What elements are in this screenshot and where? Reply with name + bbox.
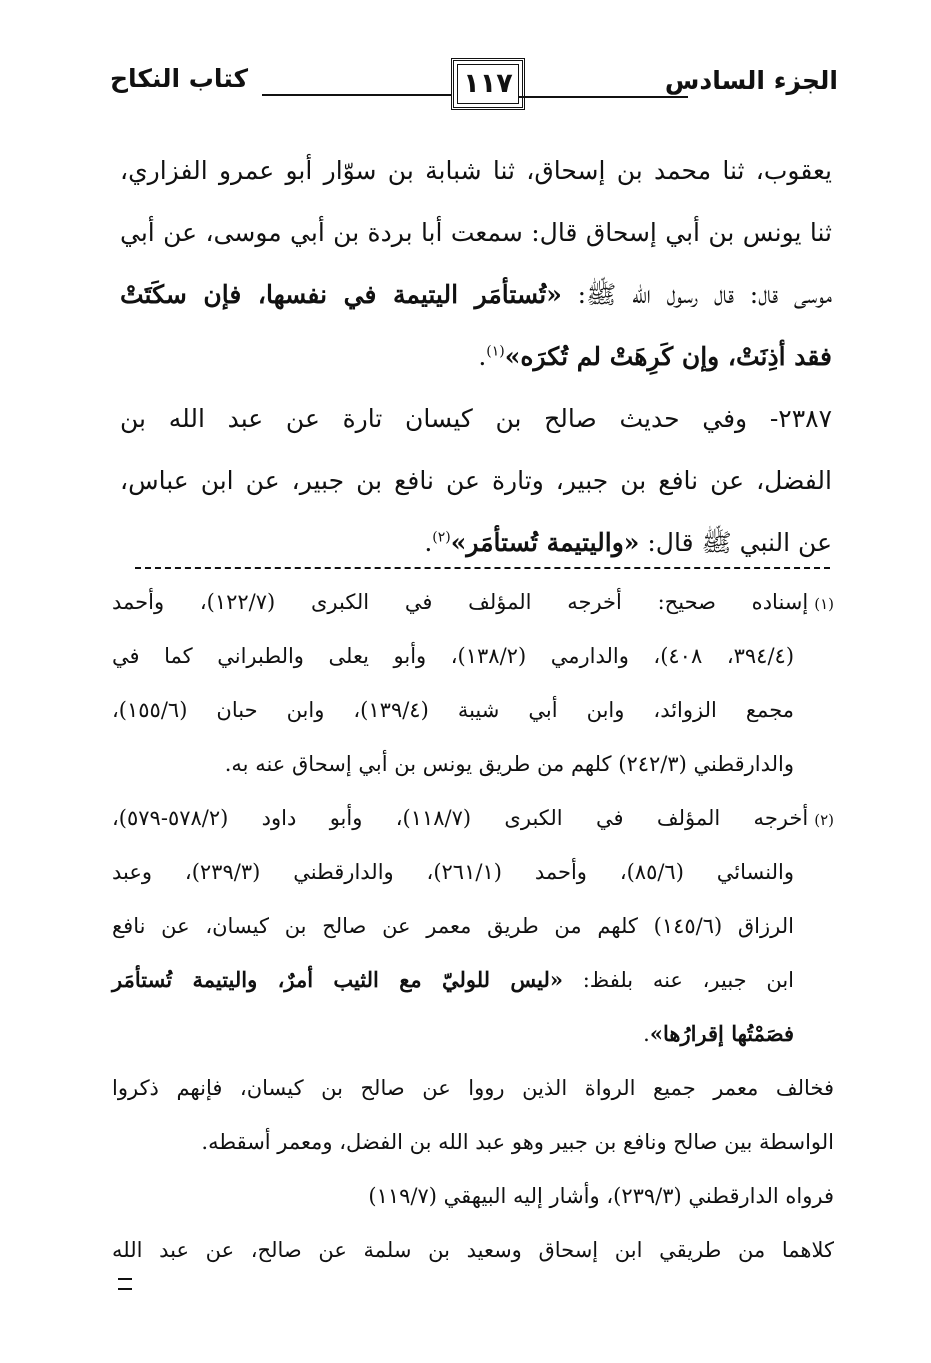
continuation-mark bbox=[118, 1278, 132, 1290]
footnote-line bbox=[112, 1061, 834, 1115]
hadith-quote: «واليتيمة تُستأمَر» bbox=[450, 528, 640, 557]
footnote-text: . bbox=[643, 1022, 650, 1046]
line-text: . bbox=[478, 342, 487, 371]
line-text: موسى قال: قال رسول الله ﷺ: bbox=[561, 280, 832, 309]
main-text bbox=[120, 140, 832, 574]
footnote-number: (١) bbox=[814, 595, 834, 613]
footnote-text: كلاهما من طريقي ابن إسحاق وسعيد بن سلمة عن صالح، عن عبد الله bbox=[112, 1238, 834, 1262]
footnote-ref: (٢) bbox=[432, 529, 451, 546]
footnote-line bbox=[112, 575, 834, 629]
footnote-text: فرواه الدارقطني (٢٣٩/٣)، وأشار إليه البيهقي (١١٩/٧) bbox=[368, 1184, 834, 1208]
footnote-text: ابن جبير، عنه بلفظ: bbox=[563, 968, 795, 992]
footnote-number: (٢) bbox=[814, 811, 834, 829]
text-line bbox=[120, 512, 832, 574]
footnote-line bbox=[112, 629, 834, 683]
footnote-line bbox=[112, 1115, 834, 1169]
text-line bbox=[120, 450, 832, 512]
text-line bbox=[120, 388, 832, 450]
volume-title: الجزء السادس bbox=[664, 66, 838, 95]
hadith-quote: فصَمْتُها إقرارُها» bbox=[649, 1021, 794, 1046]
footnote-text: فخالف معمر جميع الرواة الذين رووا عن صالح بن كيسان، فإنهم ذكروا bbox=[112, 1076, 834, 1100]
footnote-line bbox=[112, 683, 834, 737]
footnote-text: والنسائي (٨٥/٦)، وأحمد (٢٦١/١)، والدارقطني (٢٣٩/٣)، وعبد bbox=[112, 860, 794, 884]
footnote-line bbox=[112, 791, 834, 845]
footnote-line bbox=[112, 1169, 834, 1223]
footnote-text: أخرجه المؤلف في الكبرى (١١٨/٧)، وأبو داود (٥٧٨/٢-٥٧٩)، bbox=[112, 806, 809, 830]
footnote-ref: (١) bbox=[486, 343, 505, 360]
line-text: الفضل، عن نافع بن جبير، وتارة عن نافع بن جبير، عن ابن عباس، bbox=[120, 466, 832, 495]
line-text: عن النبي ﷺ قال: bbox=[639, 528, 832, 557]
hadith-quote: «تُستأمَر اليتيمة في نفسها، فإن سكَتَتْ bbox=[120, 280, 562, 309]
line-text: ثنا يونس بن أبي إسحاق قال: سمعت أبا بردة بن أبي موسى، عن أبي bbox=[120, 218, 832, 247]
page-header bbox=[110, 58, 838, 114]
footnote-text: الواسطة بين صالح ونافع بن جبير وهو عبد الله بن الفضل، ومعمر أسقطه. bbox=[201, 1130, 834, 1154]
header-rule bbox=[262, 94, 452, 96]
header-rule bbox=[518, 96, 688, 98]
text-line bbox=[120, 140, 832, 202]
footnote-text: (٣٩٤/٤، ٤٠٨)، والدارمي (١٣٨/٢)، وأبو يعلى والطبراني كما في bbox=[112, 644, 795, 668]
hadith-quote: «ليس للوليّ مع الثيب أمرٌ، واليتيمة تُستأمَر bbox=[112, 967, 564, 992]
text-line bbox=[120, 264, 832, 326]
footnote-line bbox=[112, 1007, 834, 1061]
hadith-quote: فقد أذِنَتْ، وإن كَرِهَتْ لم تُكرَه» bbox=[504, 342, 832, 371]
text-line bbox=[120, 202, 832, 264]
line-text: يعقوب، ثنا محمد بن إسحاق، ثنا شبابة بن سوّار أبو عمرو الفزاري، bbox=[120, 156, 832, 185]
footnote-text: مجمع الزوائد، وابن أبي شيبة (١٣٩/٤)، وابن حبان (١٥٥/٦)، bbox=[112, 698, 795, 722]
line-text: ٢٣٨٧- وفي حديث صالح بن كيسان تارة عن عبد الله بن bbox=[120, 404, 832, 433]
page-number: ١١٧ bbox=[451, 58, 525, 110]
footnote-text: إسناده صحيح: أخرجه المؤلف في الكبرى (١٢٢/٧)، وأحمد bbox=[112, 590, 809, 614]
footnotes bbox=[112, 575, 834, 1277]
footnote-line bbox=[112, 845, 834, 899]
footnote-line bbox=[112, 737, 834, 791]
footnote-text: الرزاق (١٤٥/٦) كلهم من طريق معمر عن صالح بن كيسان، عن نافع bbox=[112, 914, 794, 938]
line-text: . bbox=[424, 528, 433, 557]
text-line bbox=[120, 326, 832, 388]
footnote-text: والدارقطني (٢٤٢/٣) كلهم من طريق يونس بن أبي إسحاق عنه به. bbox=[224, 752, 794, 776]
footnote-line bbox=[112, 953, 834, 1007]
book-title: كتاب النكاح bbox=[110, 64, 249, 93]
footnote-line bbox=[112, 1223, 834, 1277]
footnote-divider bbox=[135, 567, 830, 569]
footnote-line bbox=[112, 899, 834, 953]
